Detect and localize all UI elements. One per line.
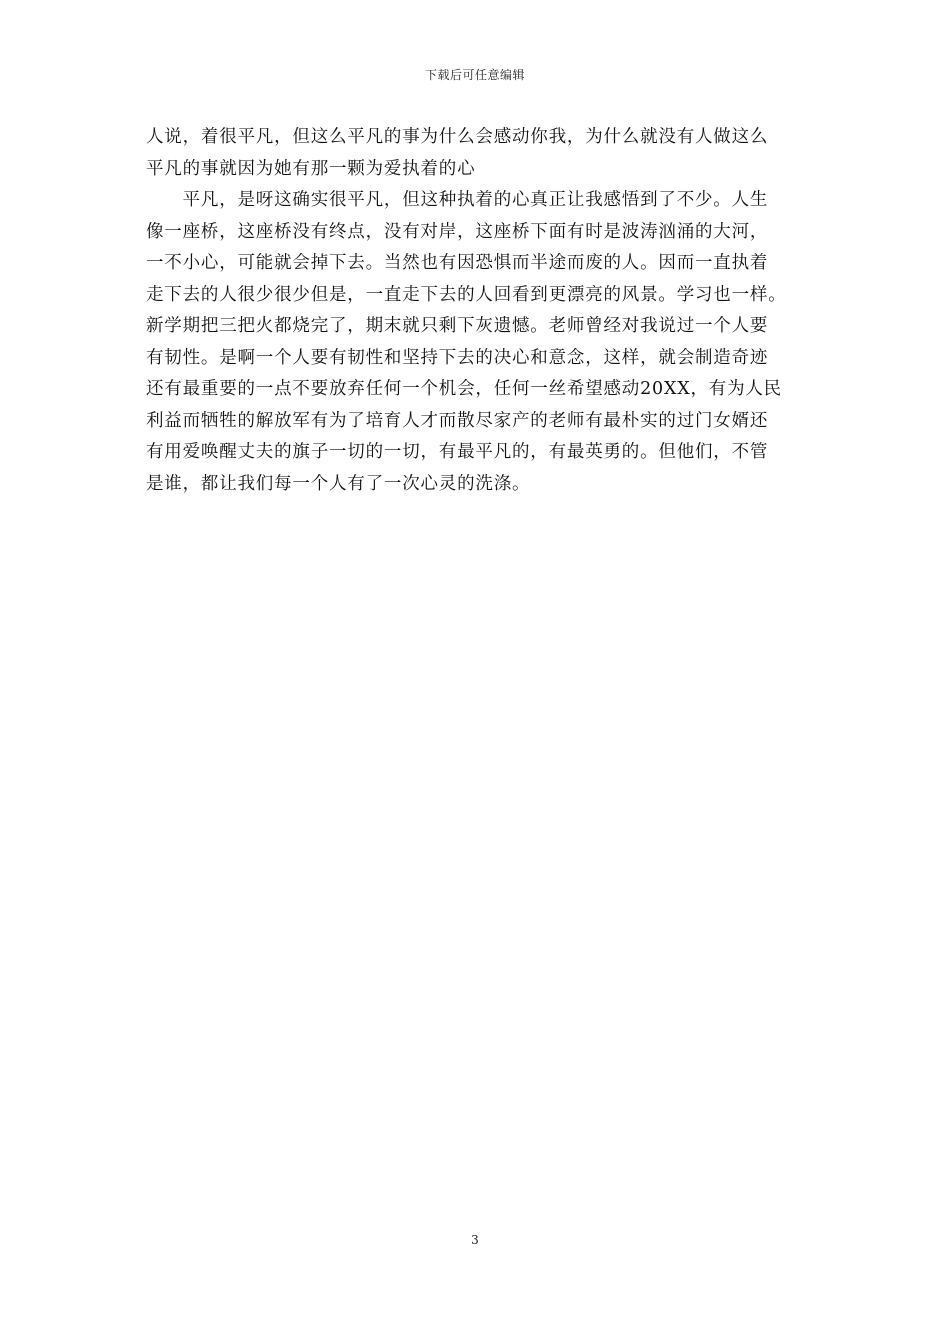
page-header: 下载后可任意编辑: [424, 68, 525, 82]
page-number: 3: [471, 1233, 479, 1247]
text-line: 一不小心，可能就会掉下去。当然也有因恐惧而半途而废的人。因而一直执着: [146, 253, 769, 273]
body-text: [146, 122, 826, 500]
text-line: 新学期把三把火都烧完了，期末就只剩下灰遗憾。老师曾经对我说过一个人要: [146, 316, 769, 336]
text-line: 有韧性。是啊一个人要有韧性和坚持下去的决心和意念，这样，就会制造奇迹: [146, 347, 769, 368]
text-line: 还有最重要的一点不要放弃任何一个机会，任何一丝希望感动20XX，有为人民: [146, 379, 782, 399]
text-line: 像一座桥，这座桥没有终点，没有对岸，这座桥下面有时是波涛汹涌的大河，: [146, 221, 769, 242]
text-line: 有用爱唤醒丈夫的旗子一切的一切，有最平凡的，有最英勇的。但他们，不管: [146, 442, 769, 462]
text-line: 利益而牺牲的解放军有为了培育人才而散尽家产的老师有最朴实的过门女婿还: [146, 410, 769, 431]
text-line: 平凡的事就因为她有那一颗为爱执着的心: [146, 158, 476, 179]
text-line: 走下去的人很少很少但是，一直走下去的人回看到更漂亮的风景。学习也一样。: [146, 284, 787, 305]
text-line: 人说，着很平凡，但这么平凡的事为什么会感动你我，为什么就没有人做这么: [146, 127, 769, 147]
text-line: 是谁，都让我们每一个人有了一次心灵的洗涤。: [146, 473, 531, 494]
text-line: 平凡，是呀这确实很平凡，但这种执着的心真正让我感悟到了不少。人生: [146, 190, 769, 210]
